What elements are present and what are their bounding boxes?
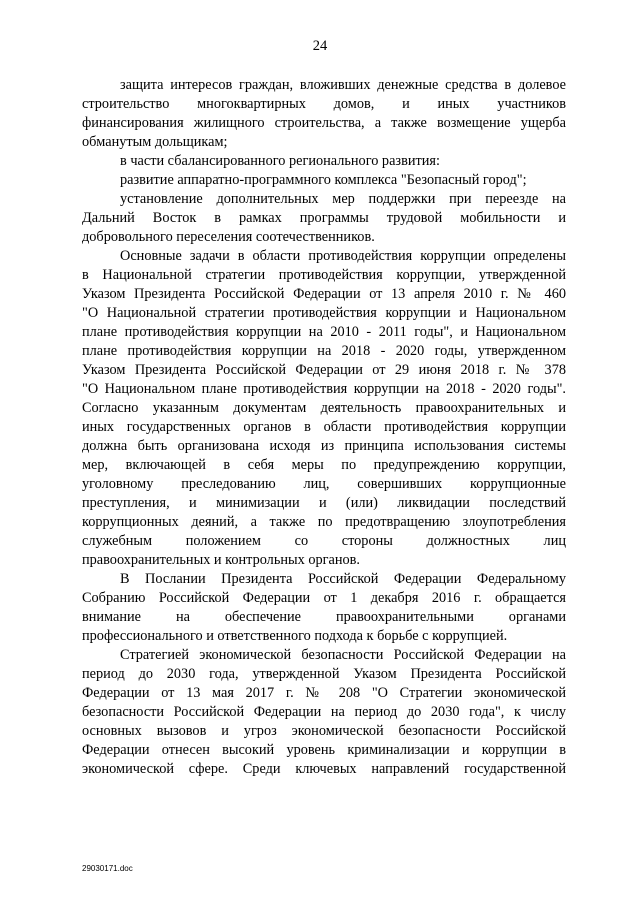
text-line: "О Национальной стратегии противодействия коррупции и Национальном	[82, 305, 566, 321]
text-line: обманутым дольщикам;	[82, 134, 228, 150]
text-line: плане противодействия коррупции на 2010 - 2011 годы", и Национальном	[82, 324, 566, 340]
text-line: финансирования жилищного строительства, а также возмещение ущерба	[82, 115, 566, 131]
paragraph	[82, 152, 566, 171]
paragraph	[82, 247, 566, 570]
text-line: правоохранительных и контрольных органов.	[82, 552, 360, 568]
text-line: "О Национальном плане противодействия коррупции на 2018 - 2020 годы".	[82, 381, 566, 397]
text-line: развитие аппаратно-программного комплекса "Безопасный город";	[120, 172, 527, 188]
text-line: безопасности Российской Федерации на период до 2030 года", к числу	[82, 704, 566, 720]
text-line: добровольного переселения соотечественников.	[82, 229, 375, 245]
text-line: в Национальной стратегии противодействия коррупции, утвержденной	[82, 267, 566, 283]
paragraph	[82, 570, 566, 646]
text-line: Федерации отнесен высокий уровень криминализации и коррупции в	[82, 742, 566, 758]
text-line: Согласно указанным документам деятельность правоохранительных и	[82, 400, 566, 416]
paragraph	[82, 76, 566, 152]
text-line: основных вызовов и угроз экономической безопасности Российской	[82, 723, 566, 739]
text-line: Стратегией экономической безопасности Российской Федерации на	[120, 647, 566, 663]
footer-filename: 29030171.doc	[82, 864, 133, 873]
text-line: внимание на обеспечение правоохранительными органами	[82, 609, 566, 625]
text-line: период до 2030 года, утвержденной Указом Президента Российской	[82, 666, 566, 682]
text-line: Указом Президента Российской Федерации от 29 июня 2018 г. № 378	[82, 362, 566, 378]
text-line: Основные задачи в области противодействия коррупции определены	[120, 248, 566, 264]
text-line: Собранию Российской Федерации от 1 декабря 2016 г. обращается	[82, 590, 566, 606]
text-line: коррупционных деяний, а также по предотвращению злоупотребления	[82, 514, 566, 530]
text-line: мер, включающей в себя меры по предупреждению коррупции,	[82, 457, 566, 473]
text-line: служебным положением со стороны должностных лиц	[82, 533, 566, 549]
paragraph	[82, 190, 566, 247]
text-line: плане противодействия коррупции на 2018 - 2020 годы, утвержденном	[82, 343, 566, 359]
text-line: В Послании Президента Российской Федерации Федеральному	[120, 571, 566, 587]
text-line: экономической сфере. Среди ключевых направлений государственной	[82, 761, 566, 777]
document-body	[82, 76, 566, 779]
text-line: в части сбалансированного регионального развития:	[120, 153, 440, 169]
text-line: уголовному преследованию лиц, совершивших коррупционные	[82, 476, 566, 492]
text-line: установление дополнительных мер поддержки при переезде на	[120, 191, 566, 207]
page-number: 24	[312, 38, 328, 54]
paragraph	[82, 646, 566, 779]
text-line: профессионального и ответственного подхода к борьбе с коррупцией.	[82, 628, 508, 644]
text-line: строительство многоквартирных домов, и иных участников	[82, 96, 566, 112]
text-line: защита интересов граждан, вложивших денежные средства в долевое	[120, 77, 566, 93]
text-line: Федерации от 13 мая 2017 г. № 208 "О Стратегии экономической	[82, 685, 566, 701]
text-line: иных государственных органов в области противодействия коррупции	[82, 419, 566, 435]
text-line: преступления, и минимизации и (или) ликвидации последствий	[82, 495, 566, 511]
text-line: Дальний Восток в рамках программы трудовой мобильности и	[82, 210, 566, 226]
text-line: должна быть организована исходя из принципа использования системы	[82, 438, 566, 454]
text-line: Указом Президента Российской Федерации от 13 апреля 2010 г. № 460	[82, 286, 566, 302]
paragraph	[82, 171, 566, 190]
